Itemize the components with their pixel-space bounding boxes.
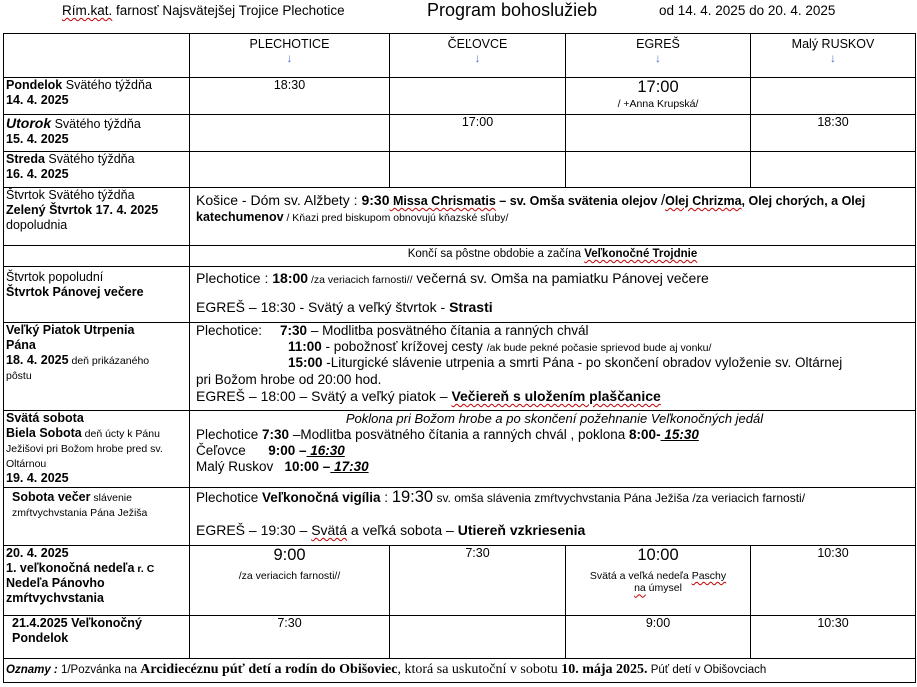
announcement-text: 1/Pozvánka na bbox=[57, 664, 141, 676]
row-thursday-morning bbox=[4, 188, 916, 246]
day-name: Pondelok bbox=[6, 78, 63, 92]
day-desc: deň prikázaného bbox=[68, 355, 150, 367]
row-good-friday bbox=[4, 323, 916, 411]
row-easter-sunday bbox=[4, 546, 916, 616]
announcements-label: Oznamy : bbox=[6, 664, 58, 676]
schedule-table bbox=[3, 33, 916, 683]
detail-text: Plechotice bbox=[196, 490, 263, 505]
detail-text: : bbox=[380, 490, 392, 505]
detail-time: 9:30 bbox=[361, 192, 390, 208]
detail-text: Missa Chrismatis bbox=[389, 194, 496, 208]
time-plechotice bbox=[190, 546, 390, 616]
detail-time: 17:30 bbox=[330, 458, 369, 474]
day-date: Zelený Štvrtok 17. 4. 2025 bbox=[6, 203, 159, 217]
time-plechotice bbox=[190, 616, 390, 659]
detail-text: Strasti bbox=[449, 298, 493, 315]
day-name: Veľký Piatok Utrpenia bbox=[6, 323, 135, 337]
day-desc: dopoludnia bbox=[6, 218, 68, 232]
column-header-row bbox=[4, 34, 916, 78]
detail-text: Veľkonočná vigília bbox=[262, 490, 381, 505]
detail-time: 8:00- bbox=[629, 426, 661, 442]
notice-cell bbox=[190, 246, 916, 267]
day-cell bbox=[4, 323, 190, 411]
day-name: zmŕtvychvstania bbox=[6, 591, 104, 605]
event-detail bbox=[190, 411, 916, 488]
detail-text: katechumenov bbox=[196, 210, 284, 224]
day-desc: pôstu bbox=[6, 370, 32, 382]
arrow-down-icon: ↓ bbox=[655, 51, 661, 65]
detail-note: /za veriacich farnosti// bbox=[308, 274, 413, 286]
day-cell bbox=[4, 488, 190, 546]
detail-text: večerná sv. Omša na pamiatku Pánovej večere bbox=[412, 270, 709, 286]
detail-text: Olej Chrizma bbox=[665, 194, 742, 208]
document-header bbox=[0, 0, 917, 30]
intention-note: /za veriacich farnosti// bbox=[238, 569, 341, 582]
time-egres bbox=[566, 115, 751, 152]
day-date: 21.4.2025 Veľkonočný bbox=[12, 616, 142, 630]
day-name: Nedeľa Pánovho bbox=[6, 576, 105, 590]
time-plechotice bbox=[190, 152, 390, 188]
parish-rest: farnosť Najsvätejšej Trojice Plechotice bbox=[116, 3, 345, 18]
arrow-down-icon: ↓ bbox=[830, 51, 836, 65]
time-ruskov bbox=[751, 78, 916, 115]
col-celovce bbox=[390, 34, 566, 78]
time-celovce bbox=[390, 546, 566, 616]
detail-text: Plechotice: bbox=[196, 323, 263, 338]
detail-time: 11:00 bbox=[288, 339, 322, 355]
day-date: 18. 4. 2025 bbox=[6, 353, 69, 367]
announcements-cell bbox=[4, 659, 916, 683]
detail-text: Utiereň vzkriesenia bbox=[457, 521, 586, 538]
program-dates: od 14. 4. 2025 do 20. 4. 2025 bbox=[659, 3, 836, 18]
detail-text: Plechotice bbox=[196, 426, 263, 442]
col-label: EGREŠ bbox=[636, 37, 680, 51]
detail-text: pri Božom hrobe od 20:00 hod. bbox=[196, 371, 382, 387]
intention-note: / +Anna Krupská/ bbox=[617, 97, 699, 110]
day-name: Sobota večer bbox=[12, 490, 91, 504]
day-name: Streda bbox=[6, 152, 45, 166]
detail-text: – Modlitba posvätného čítania a ranných chvál bbox=[307, 323, 589, 338]
row-holy-saturday bbox=[4, 411, 916, 488]
detail-time: 9:00 – bbox=[268, 442, 307, 458]
time-celovce bbox=[390, 115, 566, 152]
detail-text: EGREŠ – 19:30 – bbox=[196, 521, 312, 538]
col-label: PLECHOTICE bbox=[249, 37, 330, 51]
detail-text: Malý Ruskov bbox=[196, 458, 285, 474]
detail-text: Svätá bbox=[311, 521, 347, 538]
detail-text: sv. omša slávenia zmŕtvychvstania Pána Ježiša /za veriacich farnosti/ bbox=[433, 491, 806, 505]
announcement-text: , ktorá sa uskutoční v sobotu bbox=[397, 662, 562, 677]
day-desc: Svätého týždňa bbox=[44, 152, 135, 166]
event-detail bbox=[190, 323, 916, 411]
time-celovce bbox=[390, 616, 566, 659]
day-date: 14. 4. 2025 bbox=[6, 93, 69, 107]
time-value: 9:00 bbox=[273, 546, 306, 564]
day-desc: r. C bbox=[134, 563, 155, 575]
announcement-text: Arcidiecéznu púť detí a rodín do Obišoviec bbox=[140, 662, 398, 677]
col-label: ČEĽOVCE bbox=[447, 37, 508, 51]
time-ruskov bbox=[751, 152, 916, 188]
notice-text: Končí sa pôstne obdobie a začína bbox=[407, 248, 585, 260]
announcement-text: Púť detí v Obišovciach bbox=[647, 664, 767, 676]
detail-text: – sv. Omša svätenia olejov bbox=[495, 194, 661, 208]
day-desc: Svätého týždňa bbox=[51, 117, 141, 131]
detail-text: EGREŠ – 18:30 - Svätý a veľký štvrtok - bbox=[196, 298, 450, 315]
day-name: Utorok bbox=[6, 115, 52, 131]
time-value: 18:30 bbox=[817, 115, 849, 129]
time-ruskov bbox=[751, 616, 916, 659]
detail-text: Košice - Dóm sv. Alžbety : bbox=[196, 192, 362, 208]
row-announcements bbox=[4, 659, 916, 683]
time-value: 17:00 bbox=[461, 115, 494, 129]
time-celovce bbox=[390, 152, 566, 188]
event-detail bbox=[190, 488, 916, 546]
row-tuesday bbox=[4, 115, 916, 152]
detail-time: 10:00 – bbox=[284, 458, 331, 474]
time-plechotice: 18:30 bbox=[190, 78, 390, 115]
col-label: Malý RUSKOV bbox=[791, 37, 875, 51]
time-value: 10:30 bbox=[817, 546, 849, 560]
time-egres bbox=[566, 152, 751, 188]
detail-time: 18:00 bbox=[272, 270, 309, 286]
time-value: 10:30 bbox=[817, 616, 849, 630]
day-date: 20. 4. 2025 bbox=[6, 546, 69, 560]
time-value: 10:00 bbox=[637, 546, 679, 564]
day-cell bbox=[4, 616, 190, 659]
day-name: Biela Sobota bbox=[6, 426, 82, 440]
row-easter-monday bbox=[4, 616, 916, 659]
day-date: 16. 4. 2025 bbox=[6, 167, 69, 181]
arrow-down-icon: ↓ bbox=[474, 51, 481, 65]
detail-text: -Liturgické slávenie utrpenia a smrti Pána - po skončení obradov vyloženie sv. Oltárnej bbox=[322, 355, 843, 371]
day-name: Pána bbox=[6, 338, 36, 352]
row-wednesday bbox=[4, 152, 916, 188]
detail-text: , Olej chorých, a Olej bbox=[741, 194, 866, 208]
day-cell bbox=[4, 546, 190, 616]
parish-abbrev: Rím.kat. bbox=[62, 3, 113, 18]
day-name: Svätá sobota bbox=[6, 411, 84, 425]
day-desc: slávenie bbox=[90, 492, 132, 504]
detail-time: 19:30 bbox=[391, 488, 434, 506]
row-thursday-evening bbox=[4, 267, 916, 323]
day-cell bbox=[4, 188, 190, 246]
day-name: Štvrtok popoludní bbox=[6, 270, 104, 284]
detail-text: Plechotice : bbox=[196, 270, 273, 286]
detail-text: - pobožnosť krížovej cesty bbox=[321, 339, 487, 355]
detail-time: 15:30 bbox=[660, 426, 699, 442]
notice-text: Veľkonočné Trojdnie bbox=[584, 248, 698, 260]
detail-text: / bbox=[660, 192, 666, 209]
day-desc: deň úcty k Pánu bbox=[81, 428, 160, 440]
empty-cell bbox=[4, 246, 190, 267]
detail-note: / Kňazi pred biskupom obnovujú kňazské sľuby/ bbox=[283, 212, 509, 224]
day-name: 1. veľkonočná nedeľa bbox=[6, 561, 135, 575]
day-name: Štvrtok Svätého týždňa bbox=[6, 188, 135, 202]
empty-corner-cell bbox=[4, 34, 190, 78]
detail-text: EGREŠ – 18:00 – Svätý a veľký piatok – bbox=[196, 387, 452, 404]
time-value: 9:00 bbox=[645, 616, 671, 630]
detail-text: Čeľovce bbox=[196, 442, 269, 458]
day-date: 15. 4. 2025 bbox=[6, 132, 69, 146]
time-ruskov bbox=[751, 546, 916, 616]
day-cell bbox=[4, 78, 190, 115]
day-date: 19. 4. 2025 bbox=[6, 471, 69, 485]
day-desc: Svätého týždňa bbox=[62, 78, 152, 92]
day-name: Pondelok bbox=[12, 631, 69, 645]
intention-note: Svätá a veľká nedeľa bbox=[589, 569, 692, 582]
day-cell bbox=[4, 152, 190, 188]
detail-time: 15:00 bbox=[288, 355, 323, 371]
row-saturday-evening bbox=[4, 488, 916, 546]
day-cell bbox=[4, 115, 190, 152]
time-egres bbox=[566, 78, 751, 115]
day-desc: zmŕtvychvstania Pána Ježiša bbox=[12, 507, 148, 519]
time-celovce bbox=[390, 78, 566, 115]
detail-text: Večiereň s uložením plaščanice bbox=[451, 387, 661, 404]
col-egres bbox=[566, 34, 751, 78]
col-plechotice bbox=[190, 34, 390, 78]
arrow-down-icon: ↓ bbox=[286, 51, 293, 65]
detail-time: 7:30 bbox=[280, 323, 308, 338]
row-lent-end bbox=[4, 246, 916, 267]
time-ruskov bbox=[751, 115, 916, 152]
event-detail bbox=[190, 188, 916, 246]
detail-text: a veľká sobota – bbox=[347, 521, 458, 538]
detail-heading: Poklona pri Božom hrobe a po skončení požehnanie Veľkonočných jedál bbox=[345, 411, 764, 426]
time-value: 17:00 bbox=[637, 78, 679, 96]
time-value: 7:30 bbox=[277, 616, 302, 630]
time-value: 7:30 bbox=[465, 546, 490, 560]
time-egres bbox=[566, 546, 751, 616]
day-desc: Štvrtok Pánovej večere bbox=[6, 285, 144, 299]
event-detail bbox=[190, 267, 916, 323]
detail-note: /ak bude pekné počasie sprievod bude aj vonku/ bbox=[486, 342, 712, 355]
parish-name bbox=[62, 3, 345, 18]
program-title: Program bohoslužieb bbox=[427, 0, 598, 20]
announcement-text: 10. mája 2025. bbox=[561, 662, 648, 677]
day-cell bbox=[4, 411, 190, 488]
detail-time: 16:30 bbox=[306, 442, 345, 458]
intention-note: Paschy bbox=[691, 569, 727, 582]
intention-note: úmysel bbox=[645, 582, 682, 595]
detail-text: –Modlitba posvätného čítania a ranných chvál , poklona bbox=[289, 426, 630, 442]
day-desc: Ježišovi pri Božom hrobe pred sv. bbox=[6, 443, 163, 455]
col-ruskov bbox=[751, 34, 916, 78]
row-monday bbox=[4, 78, 916, 115]
time-egres bbox=[566, 616, 751, 659]
detail-time: 7:30 bbox=[262, 426, 290, 442]
day-cell bbox=[4, 267, 190, 323]
time-plechotice bbox=[190, 115, 390, 152]
day-desc: Oltárnou bbox=[6, 458, 47, 470]
intention-note: na bbox=[634, 582, 646, 595]
